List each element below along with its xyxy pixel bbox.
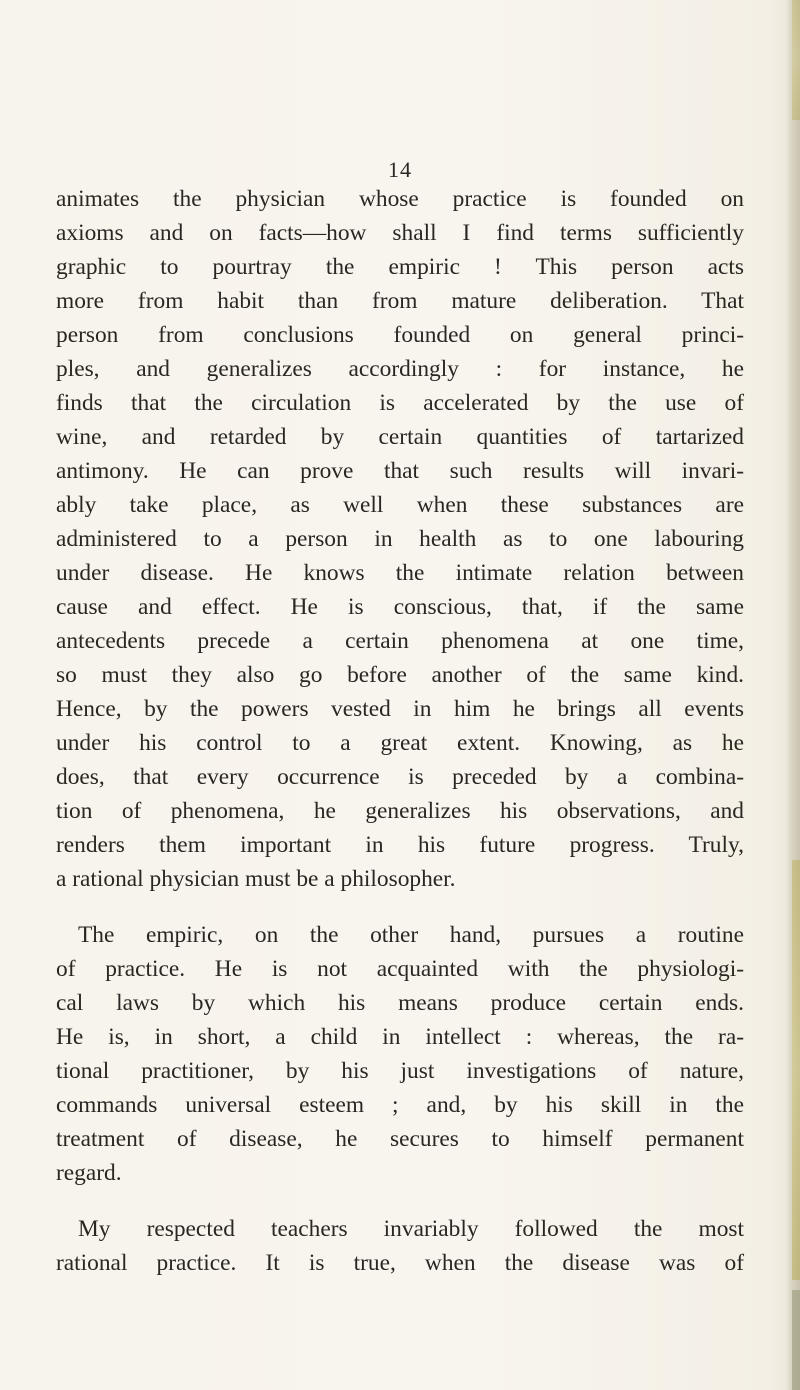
page-edge-stain bbox=[792, 1290, 800, 1390]
paragraph-gap bbox=[56, 896, 744, 918]
text-line: tional practitioner, by his just investigations of nature, bbox=[56, 1058, 744, 1084]
text-line: a rational physician must be a philosopher. bbox=[56, 866, 456, 892]
text-line: ably take place, as well when these substances are bbox=[56, 492, 744, 518]
text-line: He is, in short, a child in intellect : whereas, the ra- bbox=[56, 1024, 744, 1050]
paragraph bbox=[56, 182, 744, 896]
text-line: under disease. He knows the intimate relation between bbox=[56, 560, 744, 586]
text-line: person from conclusions founded on general princi- bbox=[56, 322, 744, 348]
text-line: Hence, by the powers vested in him he brings all events bbox=[56, 696, 744, 722]
text-line: animates the physician whose practice is founded on bbox=[56, 186, 744, 212]
text-line: rational practice. It is true, when the disease was of bbox=[56, 1250, 744, 1276]
page-edge-stain bbox=[792, 860, 800, 1280]
text-line: commands universal esteem ; and, by his skill in the bbox=[56, 1092, 744, 1118]
paragraph bbox=[56, 1212, 744, 1280]
text-line: tion of phenomena, he generalizes his observations, and bbox=[56, 798, 744, 824]
text-line: administered to a person in health as to one labouring bbox=[56, 526, 744, 552]
paragraph-gap bbox=[56, 1190, 744, 1212]
text-line: cause and effect. He is conscious, that, if the same bbox=[56, 594, 744, 620]
text-line: regard. bbox=[56, 1160, 122, 1186]
text-line: renders them important in his future progress. Truly, bbox=[56, 832, 744, 858]
text-line: wine, and retarded by certain quantities of tartarized bbox=[56, 424, 744, 450]
text-line: My respected teachers invariably followed the most bbox=[78, 1216, 744, 1242]
text-line: The empiric, on the other hand, pursues a routine bbox=[78, 922, 744, 948]
text-line: so must they also go before another of the same kind. bbox=[56, 662, 744, 688]
text-line: ples, and generalizes accordingly : for instance, he bbox=[56, 356, 744, 382]
text-line: cal laws by which his means produce certain ends. bbox=[56, 990, 744, 1016]
text-line: of practice. He is not acquainted with the physiologi- bbox=[56, 956, 744, 982]
text-line: antecedents precede a certain phenomena at one time, bbox=[56, 628, 744, 654]
text-line: graphic to pourtray the empiric ! This person acts bbox=[56, 254, 744, 280]
page-number: 14 bbox=[388, 157, 412, 182]
paragraph bbox=[56, 918, 744, 1190]
text-line: antimony. He can prove that such results will invari- bbox=[56, 458, 744, 484]
page-edge-stain bbox=[792, 0, 800, 120]
text-line: axioms and on facts—how shall I find terms sufficiently bbox=[56, 220, 744, 246]
body-text bbox=[56, 182, 744, 1280]
text-line: finds that the circulation is accelerated by the use of bbox=[56, 390, 744, 416]
text-line: under his control to a great extent. Knowing, as he bbox=[56, 730, 744, 756]
text-line: more from habit than from mature deliberation. That bbox=[56, 288, 744, 314]
text-line: treatment of disease, he secures to himself permanent bbox=[56, 1126, 744, 1152]
text-line: does, that every occurrence is preceded by a combina- bbox=[56, 764, 744, 790]
